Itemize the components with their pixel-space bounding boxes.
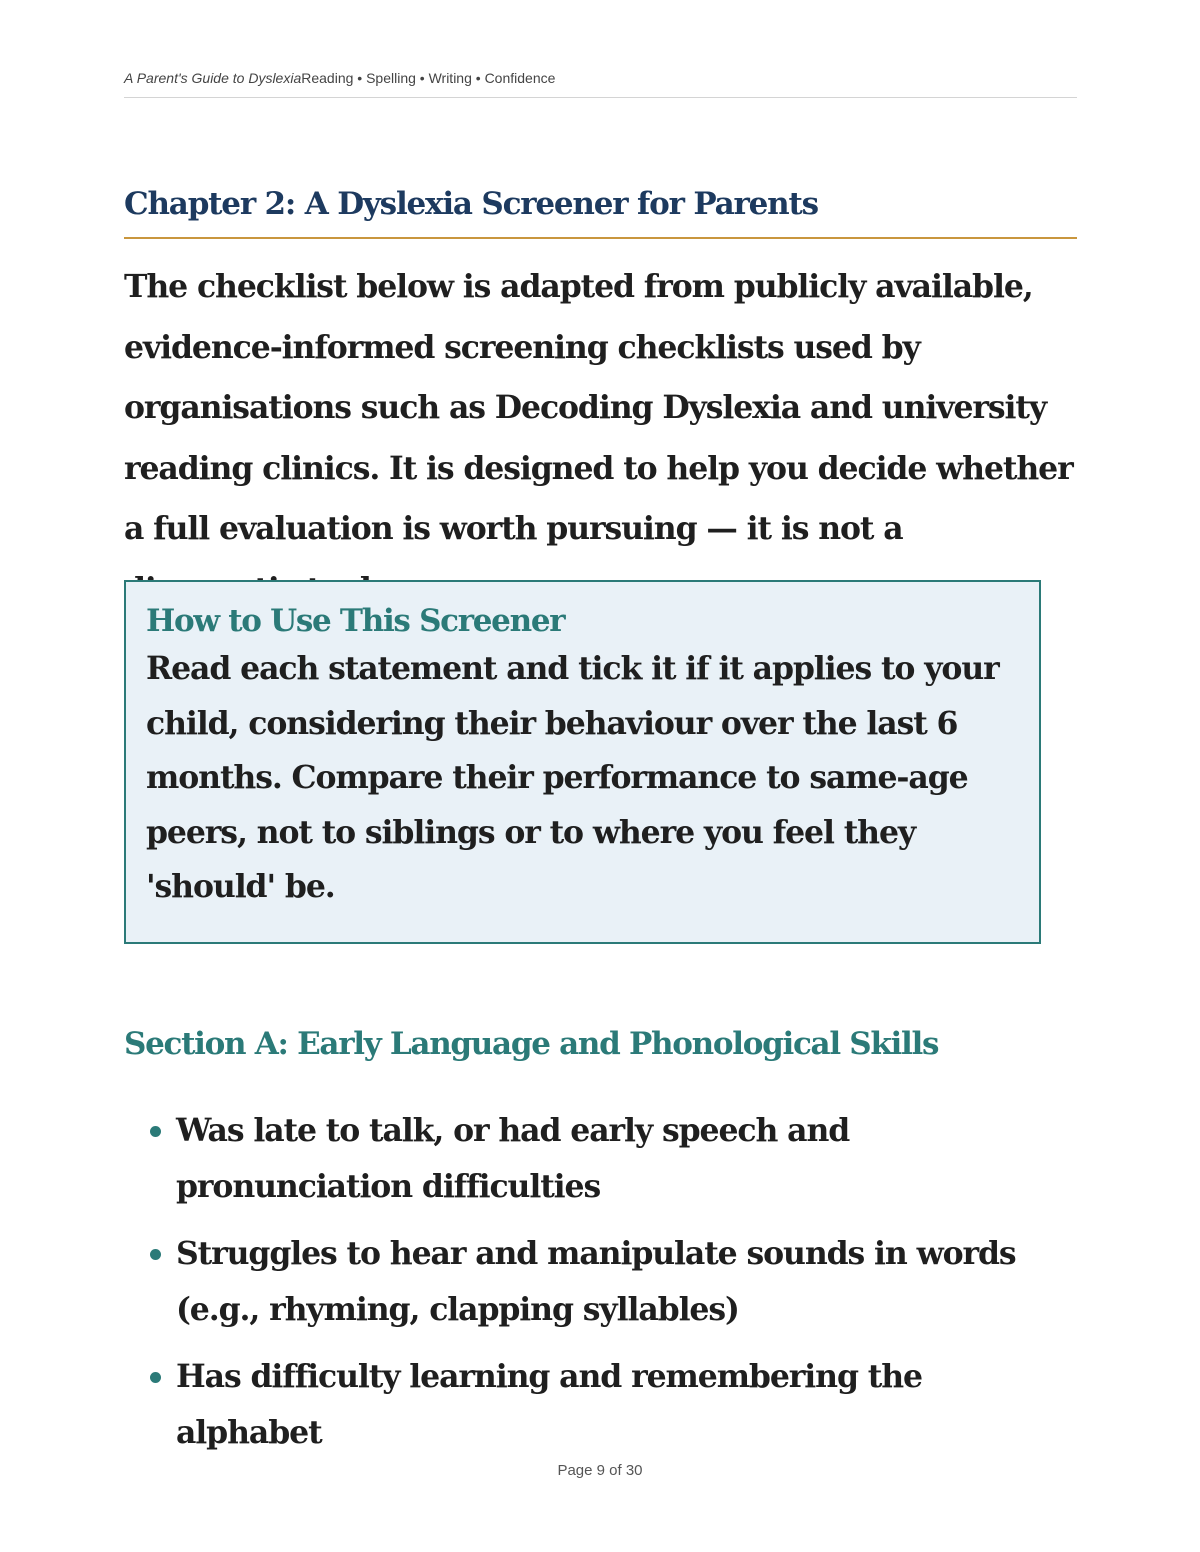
book-title: A Parent's Guide to Dyslexia: [124, 70, 302, 86]
callout-title: How to Use This Screener: [146, 603, 565, 639]
bullet-dot-icon: [150, 1249, 161, 1260]
running-header: [124, 68, 1077, 98]
section-a-title: Section A: Early Language and Phonological Skills: [124, 1026, 939, 1062]
chapter-title: Chapter 2: A Dyslexia Screener for Parents: [124, 178, 1077, 239]
intro-paragraph: The checklist below is adapted from publicly available, evidence-informed screening checklists used by organisations such as Decoding Dyslexia and university reading clinics. It is designed to help you decide whether a full evaluation is worth pursuing — it is not a: [124, 268, 1073, 547]
bullet-dot-icon: [150, 1126, 161, 1137]
checklist-item: [124, 1349, 1077, 1461]
checklist-item: [124, 1103, 1077, 1215]
checklist-item: [124, 1226, 1077, 1338]
checklist-item-text: Has difficulty learning and remembering the alphabet: [176, 1358, 922, 1451]
header-subtitle: Reading • Spelling • Writing • Confidence: [301, 70, 556, 86]
section-a-checklist: [124, 1103, 1077, 1472]
checklist-item-text: Was late to talk, or had early speech and pronunciation difficulties: [176, 1112, 850, 1205]
callout-body: Read each statement and tick it if it applies to your child, considering their behaviour over the last 6 months. Compare their performance to same-age peers, not to siblings or to where you feel they 'should' be.: [146, 650, 999, 905]
page-number: Page 9 of 30: [557, 1462, 643, 1479]
bullet-dot-icon: [150, 1372, 161, 1383]
checklist-item-text: Struggles to hear and manipulate sounds in words (e.g., rhyming, clapping syllables): [176, 1235, 1016, 1328]
how-to-use-callout: [124, 580, 1041, 944]
